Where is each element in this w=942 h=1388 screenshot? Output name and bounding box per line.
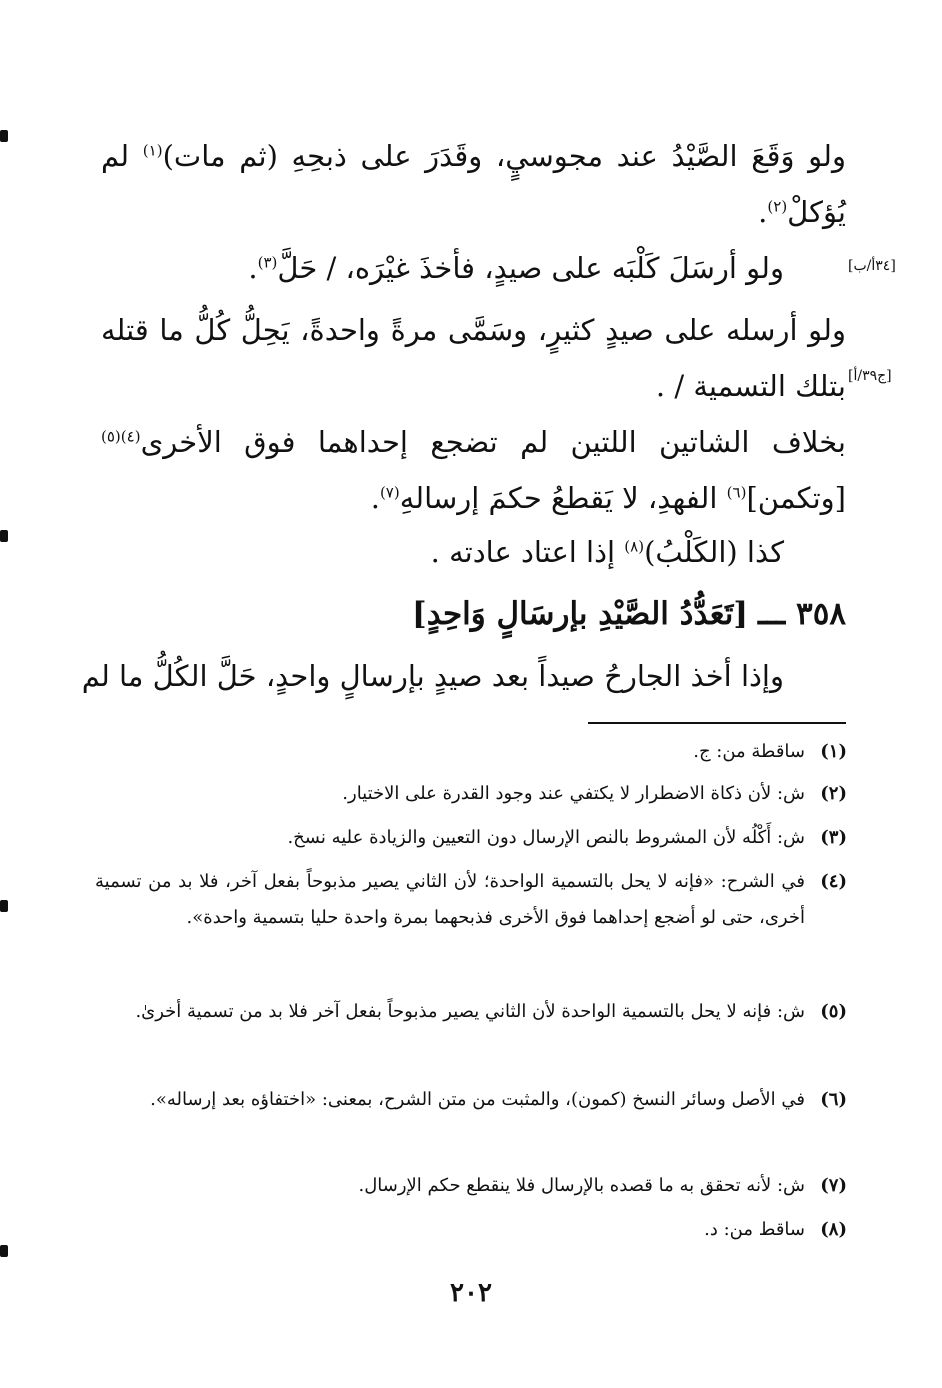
section-title: [تَعَدُّدُ الصَّيْدِ بإرسَالٍ وَاحِدٍ] [412, 596, 748, 632]
footnote-ref: (٨) [624, 537, 645, 556]
page-number: ٢٠٢ [450, 1278, 492, 1308]
footnote-text: في الشرح: «فإنه لا يحل بالتسمية الواحدة؛ لأن الثاني يصير مذبوحاً بفعل آخر، فلا بد من تسمية أخرى، حتى لو أضجع إحداهما فوق الأخرى فذبحهما بمرة واحدة حليا بتسمية واحدة». [95, 871, 805, 928]
footnote-number: (٨) [820, 1219, 847, 1240]
footnote-number: (١) [820, 741, 847, 762]
body-paragraph: كذا (الكَلْبُ)$^{(٨)}$ إذا اعتاد عادته . [430, 535, 784, 569]
body-paragraph: ولو أرسله على صيدٍ كثيرٍ، وسَمَّى مرةً واحدةً، يَحِلُّ كُلُّ ما قتله بتلك التسمية / . [101, 313, 846, 403]
body-paragraph: ولو وَقَعَ الصَّيْدُ عند مجوسيٍ، وقَدَرَ على ذبحِهِ (ثم مات)$^{(١)}$ لم يُؤكلْ$^{(٢)}$. [101, 139, 846, 229]
footnote [95, 994, 847, 1030]
scan-edge-mark [0, 530, 8, 542]
footnote-ref: (١) [142, 141, 163, 160]
footnote-number: (٦) [820, 1089, 847, 1110]
footnote [95, 864, 847, 936]
footnote-text: ش: أَكْلُه لأن المشروط بالنص الإرسال دون التعيين والزيادة عليه نسخ. [287, 827, 805, 848]
footnote [95, 776, 847, 812]
footnote-text: ش: لأن ذكاة الاضطرار لا يكتفي عند وجود القدرة على الاختيار. [342, 783, 805, 804]
footnote-ref: (٢) [767, 197, 788, 216]
footnote-number: (٢) [820, 783, 847, 804]
footnote-number: (٥) [820, 1001, 847, 1022]
body-paragraph: بخلاف الشاتين اللتين لم تضجع إحداهما فوق الأخرى$^{(٤)(٥)}$ [وتكمن]$^{(٦)}$ الفهدِ، لا يَقطعُ حكمَ إرسالهِ$^{(٧)}$. [101, 425, 846, 515]
footnote-ref: (٧) [379, 483, 400, 502]
footnote [95, 1168, 847, 1204]
footnote [95, 1212, 847, 1248]
body-paragraph: ولو أرسَلَ كَلْبَه على صيدٍ، فأخذَ غيْرَه، / حَلَّ$^{(٣)}$. [248, 251, 784, 285]
section-number: ٣٥٨ ـــ [758, 596, 846, 632]
body-paragraph: وإذا أخذ الجارحُ صيداً بعد صيدٍ بإرسالٍ واحدٍ، حَلَّ الكُلُّ ما لم [81, 659, 784, 693]
footnote-ref: (٦) [726, 483, 747, 502]
footnote-text: ساقط من: د. [704, 1219, 805, 1240]
footnote-divider [588, 722, 846, 724]
footnote [95, 820, 847, 856]
margin-manuscript-ref: [٣٤أ/ب] [848, 258, 896, 274]
footnote [95, 1082, 847, 1118]
footnote-text: ساقطة من: ج. [693, 741, 805, 762]
footnote-text: ش: لأنه تحقق به ما قصده بالإرسال فلا ينقطع حكم الإرسال. [358, 1175, 805, 1196]
footnote-number: (٤) [820, 871, 847, 892]
footnote [95, 734, 847, 770]
footnote-ref: (٤)(٥) [101, 427, 141, 446]
scan-edge-mark [0, 1245, 8, 1257]
margin-manuscript-ref: [ج٣٩/أ] [848, 368, 892, 384]
section-heading [412, 596, 846, 632]
footnote-number: (٧) [820, 1175, 847, 1196]
footnote-text: ش: فإنه لا يحل بالتسمية الواحدة لأن الثاني يصير مذبوحاً بفعل آخر فلا بد من تسمية أخرىٰ. [135, 1001, 805, 1022]
footnote-text: في الأصل وسائر النسخ (كمون)، والمثبت من متن الشرح، بمعنى: «اختفاؤه بعد إرساله». [150, 1089, 805, 1110]
scan-edge-mark [0, 130, 8, 142]
footnote-ref: (٣) [257, 253, 278, 272]
scan-edge-mark [0, 900, 8, 912]
footnote-number: (٣) [820, 827, 847, 848]
